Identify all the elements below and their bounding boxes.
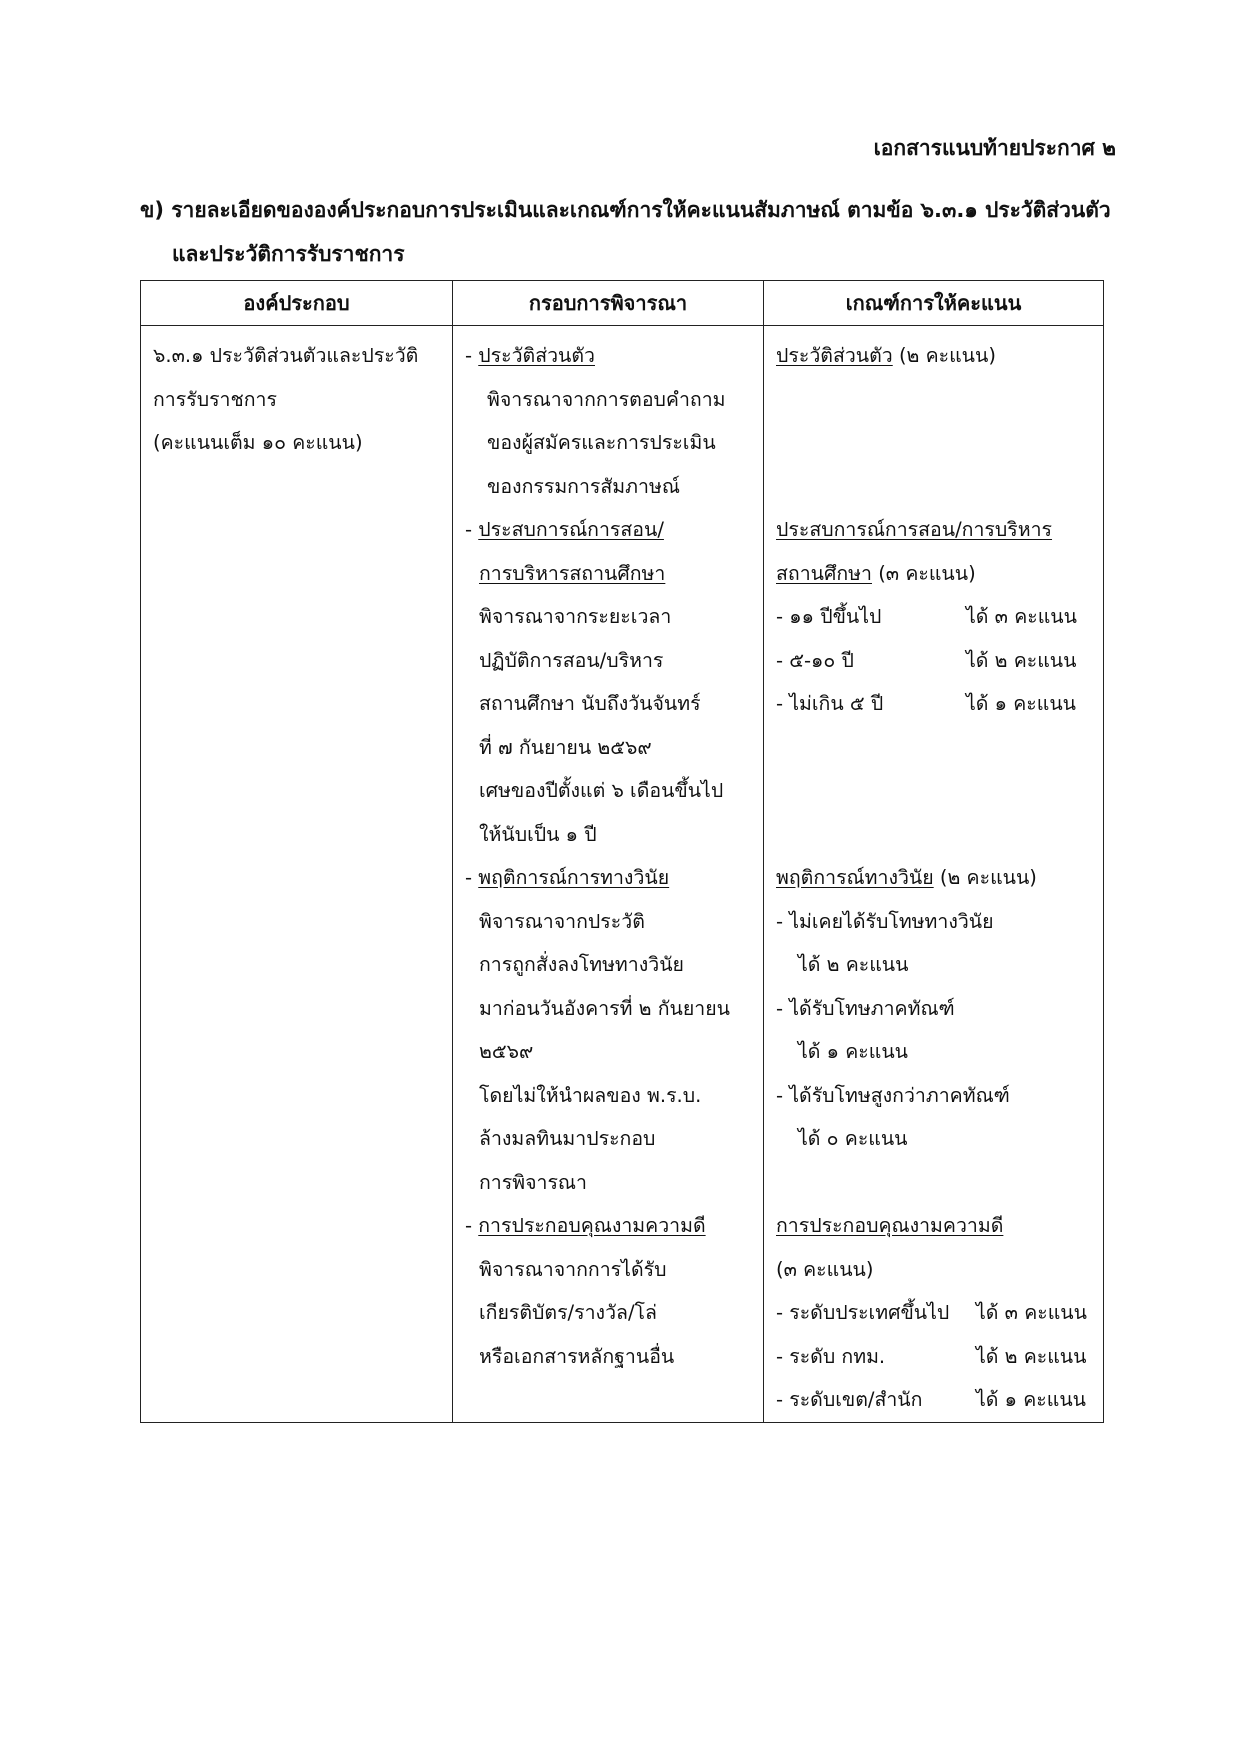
- criteria-experience-title: ประสบการณ์การสอน/การบริหาร: [776, 518, 1053, 541]
- criteria-item-score: ได้ ๑ คะแนน: [798, 1040, 908, 1063]
- criteria-item: - ๑๑ ปีขึ้นไป ได้ ๓ คะแนน: [776, 605, 1077, 628]
- criteria-item: - ระดับเขต/สำนัก ได้ ๑ คะแนน: [776, 1388, 1086, 1411]
- annex-label: เอกสารแนบท้ายประกาศ ๒: [873, 136, 1116, 160]
- criteria-item-score: ได้ ๐ คะแนน: [798, 1127, 908, 1150]
- criteria-discipline-title: พฤติการณ์ทางวินัย (๒ คะแนน): [776, 866, 1037, 889]
- framework-line: ปฏิบัติการสอน/บริหาร: [479, 648, 664, 672]
- framework-personal-title: - ประวัติส่วนตัว: [465, 344, 595, 367]
- framework-line: ของผู้สมัครและการประเมิน: [487, 431, 716, 454]
- framework-line: มาก่อนวันอังคารที่ ๒ กันยายน: [479, 996, 731, 1020]
- column-header-component: องค์ประกอบ: [141, 281, 453, 326]
- framework-line: ล้างมลทินมาประกอบ: [479, 1127, 656, 1150]
- framework-line: พิจารณาจากระยะเวลา: [479, 605, 672, 628]
- framework-line: เศษของปีตั้งแต่ ๖ เดือนขึ้นไป: [479, 779, 724, 802]
- framework-line: ของกรรมการสัมภาษณ์: [487, 474, 680, 498]
- criteria-item: - ระดับ กทม. ได้ ๒ คะแนน: [776, 1344, 1087, 1368]
- component-line: การรับราชการ: [153, 387, 277, 411]
- framework-merit-title: - การประกอบคุณงามความดี: [465, 1214, 706, 1237]
- framework-line: การถูกสั่งลงโทษทางวินัย: [479, 953, 684, 976]
- criteria-item-label: - ได้รับโทษสูงกว่าภาคทัณฑ์: [776, 1083, 1010, 1107]
- criteria-item: - ไม่เกิน ๕ ปี ได้ ๑ คะแนน: [776, 692, 1076, 715]
- framework-experience-title: - ประสบการณ์การสอน/: [465, 518, 664, 541]
- criteria-cell: [764, 326, 1104, 1423]
- criteria-table: [140, 280, 1104, 1423]
- column-header-framework: กรอบการพิจารณา: [453, 281, 764, 326]
- section-heading: [140, 188, 1111, 276]
- framework-line: พิจารณาจากประวัติ: [479, 909, 645, 933]
- framework-cell: [453, 326, 764, 1423]
- framework-line: ๒๕๖๙: [479, 1040, 534, 1063]
- criteria-item-score: ได้ ๒ คะแนน: [798, 953, 909, 976]
- framework-line: หรือเอกสารหลักฐานอื่น: [479, 1344, 675, 1368]
- framework-line: สถานศึกษา นับถึงวันจันทร์: [479, 692, 701, 715]
- framework-line: ให้นับเป็น ๑ ปี: [479, 822, 597, 846]
- framework-line: ที่ ๗ กันยายน ๒๕๖๙: [479, 735, 652, 759]
- component-line: (คะแนนเต็ม ๑๐ คะแนน): [153, 431, 363, 454]
- framework-line: พิจารณาจากการได้รับ: [479, 1257, 667, 1281]
- column-header-criteria: เกณฑ์การให้คะแนน: [764, 281, 1104, 326]
- criteria-merit-title: การประกอบคุณงามความดี: [776, 1214, 1004, 1237]
- criteria-personal-title: ประวัติส่วนตัว (๒ คะแนน): [776, 344, 996, 367]
- component-cell: [141, 326, 453, 1423]
- component-line: ๖.๓.๑ ประวัติส่วนตัวและประวัติ: [153, 344, 419, 367]
- table-row: [141, 326, 1104, 1423]
- framework-line: เกียรติบัตร/รางวัล/โล่: [479, 1301, 657, 1324]
- framework-line: การพิจารณา: [479, 1170, 587, 1194]
- section-heading-line2: และประวัติการรับราชการ: [172, 242, 405, 266]
- framework-experience-title2: การบริหารสถานศึกษา: [479, 561, 666, 585]
- framework-discipline-title: - พฤติการณ์การทางวินัย: [465, 866, 670, 889]
- framework-line: โดยไม่ให้นำผลของ พ.ร.บ.: [479, 1083, 702, 1107]
- criteria-experience-title2: สถานศึกษา (๓ คะแนน): [776, 561, 976, 585]
- criteria-item-label: - ไม่เคยได้รับโทษทางวินัย: [776, 909, 994, 933]
- criteria-item: - ๕-๑๐ ปี ได้ ๒ คะแนน: [776, 648, 1077, 672]
- criteria-item-label: - ได้รับโทษภาคทัณฑ์: [776, 996, 955, 1020]
- table-header-row: [141, 281, 1104, 326]
- criteria-item: - ระดับประเทศขึ้นไป ได้ ๓ คะแนน: [776, 1301, 1087, 1324]
- criteria-merit-points: (๓ คะแนน): [776, 1257, 874, 1281]
- framework-line: พิจารณาจากการตอบคำถาม: [487, 387, 726, 411]
- section-heading-line1: ข) รายละเอียดขององค์ประกอบการประเมินและเกณฑ์การให้คะแนนสัมภาษณ์ ตามข้อ ๖.๓.๑ ประวัติส่วนตัว: [140, 198, 1111, 222]
